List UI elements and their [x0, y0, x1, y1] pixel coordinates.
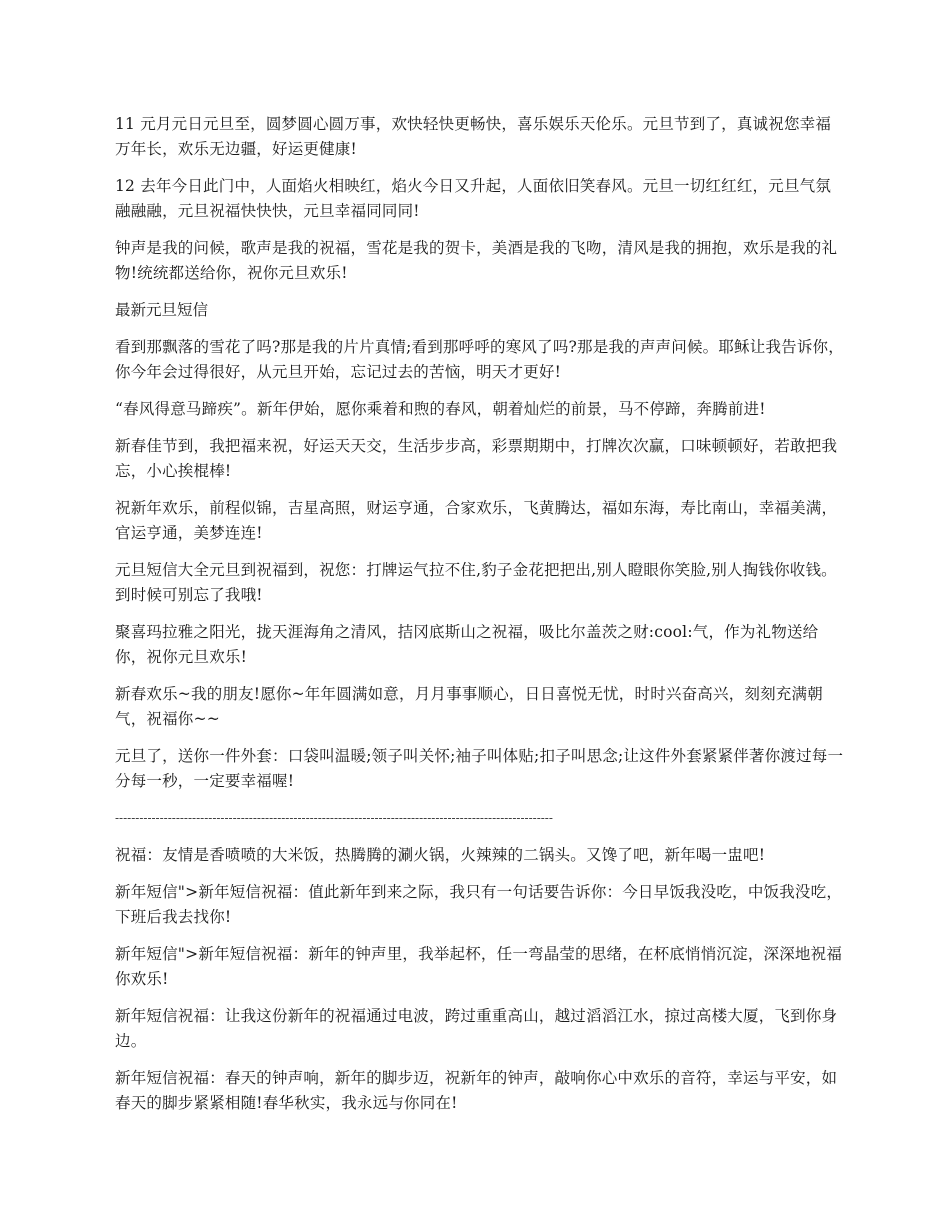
paragraph-14: 新年短信">新年短信祝福：新年的钟声里，我举起杯，任一弯晶莹的思绪，在杯底悄悄沉淀，深深地祝福你欢乐! — [115, 945, 843, 988]
paragraph-10: 新春欢乐~我的朋友!愿你~年年圆满如意，月月事事顺心，日日喜悦无忧，时时兴奋高兴，刻刻充满朝气，祝福你~~ — [115, 685, 823, 728]
document-body — [115, 112, 845, 1128]
paragraph-7: 祝新年欢乐，前程似锦，吉星高照，财运亨通，合家欢乐，飞黄腾达，福如东海，寿比南山，幸福美满，官运亨通，美梦连连! — [115, 499, 838, 542]
paragraph-16: 新年短信祝福：春天的钟声响，新年的脚步迈，祝新年的钟声，敲响你心中欢乐的音符，幸运与平安，如春天的脚步紧紧相随!春华秋实，我永远与你同在! — [115, 1069, 838, 1112]
paragraph-12: 祝福：友情是香喷喷的大米饭，热腾腾的涮火锅，火辣辣的二锅头。又馋了吧，新年喝一盅吧! — [115, 846, 766, 864]
paragraph-13: 新年短信">新年短信祝福：值此新年到来之际，我只有一句话要告诉你：今日早饭我没吃，中饭我没吃，下班后我去找你! — [115, 883, 843, 926]
paragraph-9: 聚喜玛拉雅之阳光，拢天涯海角之清风，拮冈底斯山之祝福，吸比尔盖茨之财:cool:气，作为礼物送给你，祝你元旦欢乐! — [115, 623, 819, 666]
paragraph-3: 钟声是我的问候，歌声是我的祝福，雪花是我的贺卡，美酒是我的飞吻，清风是我的拥抱，欢乐是我的礼物!统统都送给你，祝你元旦欢乐! — [115, 239, 838, 282]
paragraph-15: 新年短信祝福：让我这份新年的祝福通过电波，跨过重重高山，越过滔滔江水，掠过高楼大厦，飞到你身边。 — [115, 1007, 838, 1050]
paragraph-6: 新春佳节到，我把福来祝，好运天天交，生活步步高，彩票期期中，打牌次次赢，口味顿顿好，若敢把我忘，小心挨棍棒! — [115, 437, 838, 480]
paragraph-8: 元旦短信大全元旦到祝福到，祝您：打牌运气拉不住,豹子金花把把出,别人瞪眼你笑脸,别人掏钱你收钱。到时候可别忘了我哦! — [115, 561, 837, 604]
paragraph-1: 11 元月元日元旦至，圆梦圆心圆万事，欢快轻快更畅快，喜乐娱乐天伦乐。元旦节到了，真诚祝您幸福万年长，欢乐无边疆，好运更健康! — [115, 115, 832, 158]
dashed-divider: ------------------------------------------------------------------------------------------------------------ — [115, 811, 553, 825]
paragraph-11: 元旦了，送你一件外套：口袋叫温暖;领子叫关怀;袖子叫体贴;扣子叫思念;让这件外套紧紧伴著你渡过每一分每一秒，一定要幸福喔! — [115, 747, 844, 790]
paragraph-5: “春风得意马蹄疾”。新年伊始，愿你乘着和煦的春风，朝着灿烂的前景，马不停蹄，奔腾前进! — [115, 400, 766, 418]
section-heading: 最新元旦短信 — [115, 301, 209, 319]
paragraph-4: 看到那飘落的雪花了吗?那是我的片片真情;看到那呼呼的寒风了吗?那是我的声声问候。耶稣让我告诉你，你今年会过得很好，从元旦开始，忘记过去的苦恼，明天才更好! — [115, 338, 844, 381]
paragraph-2: 12 去年今日此门中，人面焰火相映红，焰火今日又升起，人面依旧笑春风。元旦一切红红红，元旦气氛融融融，元旦祝福快快快，元旦幸福同同同! — [115, 177, 832, 220]
